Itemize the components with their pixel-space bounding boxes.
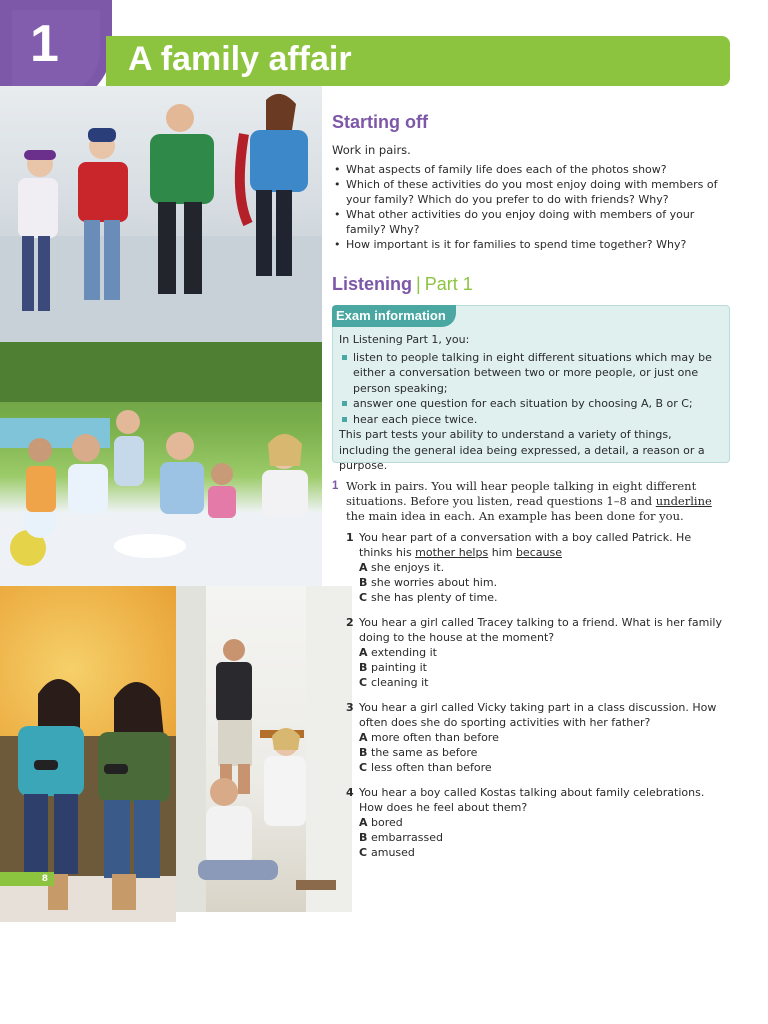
question-number: 2	[346, 616, 354, 629]
exam-intro: In Listening Part 1, you:	[339, 333, 470, 346]
heading-separator: |	[416, 274, 421, 294]
question-4	[346, 785, 726, 860]
photo-ice-skating	[0, 86, 322, 342]
answer-option: A more often than before	[359, 731, 499, 744]
question-stem-underlined: mother helps	[415, 546, 489, 559]
list-item: • What aspects of family life does each of the photos show?	[332, 162, 732, 177]
answer-option: C less often than before	[359, 761, 492, 774]
answer-option: B painting it	[359, 661, 427, 674]
instruction: Work in pairs.	[332, 143, 411, 157]
question-number: 4	[346, 786, 354, 799]
photo-painting-house	[176, 586, 352, 912]
question-2	[346, 615, 726, 690]
answer-option: C amused	[359, 846, 415, 859]
answer-option: C cleaning it	[359, 676, 429, 689]
listening-part: Part 1	[424, 274, 473, 294]
list-item: listen to people talking in eight different situations which may be either a conversation between two or more people, or just one person speaking;	[339, 350, 721, 397]
question-stem-underlined: because	[515, 546, 562, 559]
unit-number: 1	[30, 15, 59, 73]
listening-heading	[332, 274, 732, 295]
question-stem: him	[488, 546, 516, 559]
answer-option: B embarrassed	[359, 831, 444, 844]
task-text: Work in pairs. You will hear people talking in eight different situations. Before you listen, read questions 1–8 and	[346, 479, 697, 508]
task-instruction	[332, 479, 732, 524]
question-number: 3	[346, 701, 354, 714]
exam-information-title: Exam information	[332, 305, 456, 327]
starting-off-section	[332, 112, 732, 252]
page-number: 8	[0, 872, 54, 886]
list-item: hear each piece twice.	[339, 412, 721, 428]
discussion-questions	[332, 162, 732, 252]
answer-option: A bored	[359, 816, 403, 829]
question-1	[346, 530, 726, 605]
answer-option: B she worries about him.	[359, 576, 498, 589]
answer-option: B the same as before	[359, 746, 478, 759]
list-item: • What other activities do you enjoy doing with members of your family? Why?	[332, 207, 732, 237]
answer-option: A she enjoys it.	[359, 561, 445, 574]
garden-party-illustration	[0, 342, 322, 586]
question-stem: You hear a girl called Tracey talking to a friend. What is her family doing to the house at the moment?	[359, 616, 722, 644]
question-stem: You hear part of a conversation with a boy called Patrick. He thinks his	[359, 531, 692, 559]
question-number: 1	[346, 531, 354, 544]
task-text-end: the main idea in each. An example has been done for you.	[346, 509, 684, 523]
exam-summary: This part tests your ability to understand a variety of things, including the general idea being expressed, a detail, a reason or a purpose.	[339, 428, 705, 472]
question-stem: You hear a girl called Vicky taking part in a class discussion. How often does she do sporting activities with her father?	[359, 701, 717, 729]
task-text-underlined: underline	[655, 494, 712, 508]
list-item: • Which of these activities do you most enjoy doing with members of your family? Which do you prefer to do with friends? Why?	[332, 177, 732, 207]
section-heading: Starting off	[332, 112, 428, 132]
answer-option: C she has plenty of time.	[359, 591, 498, 604]
exam-information-box	[332, 305, 730, 472]
answer-option: A extending it	[359, 646, 437, 659]
exam-points	[339, 350, 721, 428]
painting-house-illustration	[176, 586, 352, 912]
question-3	[346, 700, 726, 775]
photo-garden-party	[0, 342, 322, 586]
listening-title: Listening	[332, 274, 412, 294]
question-stem: You hear a boy called Kostas talking about family celebrations. How does he feel about them?	[359, 786, 705, 814]
list-item: answer one question for each situation by choosing A, B or C;	[339, 396, 721, 412]
task-number: 1	[332, 480, 339, 492]
ice-skating-illustration	[0, 86, 322, 342]
page-title: A family affair	[128, 40, 352, 78]
list-item: • How important is it for families to spend time together? Why?	[332, 237, 732, 252]
